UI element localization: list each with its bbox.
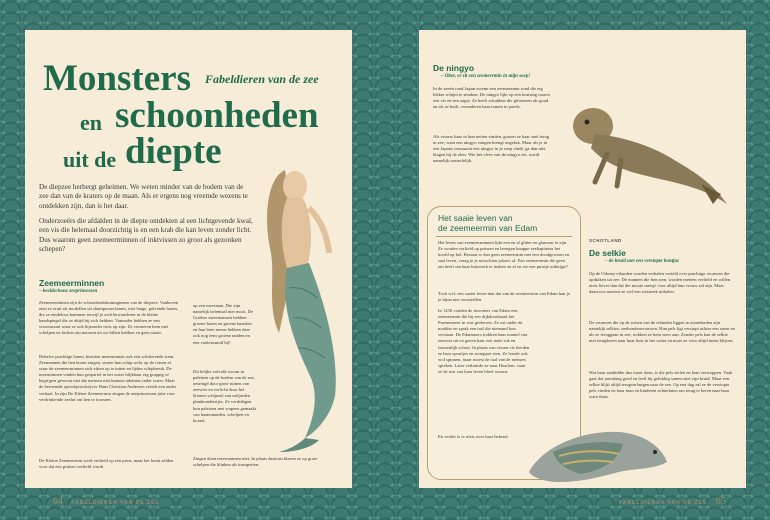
col2-paragraph-2: Dit lelijke volvolk woont in paleizen op de bodem van de zee, omringd door grote tuinen van zeewier en verlicht door het blauwe schijnsel van miljarden planktondiertjes. Ze verdedigen hun paleizen met wapens gemaakt van haaientanden, schelpen en koraal. <box>193 369 257 423</box>
title-word-schoonheden: schoonheden <box>115 95 319 136</box>
selkie-paragraph-2: De vrouwen die op de rotsen van de eilanden liggen te zonnebaden zijn namelijk selkies: zeehondenvrouwen. Hun pels ligt verstopt achter een steen en als ze teruggaan in zee, trekken ze hem weer aan. Zonder pels kan de selkie niet terugkeren naar haar huis in het water en moet ze voor altijd mens blijven. <box>589 320 735 344</box>
intro-paragraph-2: Onderzoeërs die afdalden in de diepte ontdekten al een lichtgevende kwal, een vis die helemaal doorzichtig is en een krab die kan leven zonder licht. Dus waarom geen zeemeerminnen of inktvissen zo groot als gezonken schepen? <box>39 217 253 254</box>
section-subtitle-ningyo: – Ober, er zit een zeemeermin in mijn soep! <box>441 74 531 79</box>
section-subtitle-zeemeerminnen: – beeldschone zeeprinsessen <box>39 289 98 294</box>
col2-paragraph-3: Zingen doen meermannen niet. In plaats daarvan blazen ze op grote schelpen die klinken als trompetten. <box>193 456 318 468</box>
ningyo-illustration <box>551 86 736 206</box>
mermaid-illustration <box>257 158 347 453</box>
region-label: SCHOTLAND <box>589 238 622 243</box>
intro-paragraph-1: De diepzee herbergt geheimen. We weten minder van de bodem van de zee dan van de kraters op de maan. Als er ergens nog vreemde wezens te ontdekken zijn, dan is het daar. <box>39 183 248 210</box>
kicker: Fabeldieren van de zee <box>205 72 319 86</box>
selkie-paragraph-3: Wat haar aanbidder dus moet doen, is die pels stelen en hem verstoppen. Vaak gaat dat jarenlang goed en leeft hij gelukkig samen met zijn bruid. Maar een selkie blijft altijd terugverlangen naar de zee. Op een dag zal ze de verstopte pels vinden en haar man en kinderen achterlaten om terug te keren naar haar ware thuis. <box>589 370 733 400</box>
title-word-en: en <box>80 110 102 135</box>
edam-box-title-line2: de zeemeermin van Edam <box>438 223 538 233</box>
edam-paragraph-1: Het leven van zeemeerminnen lijkt een en al glitter en glamour te zijn. Ze worden verliefd op prinsen en brengen knappe zeekapiteins het hoofd op hol. Bestaat er dan geen zeemeermin met een doodgewoon en saai leven, vraag je je misschien jaloers af. Een zeemeermin die geen zin heeft om haar huiswerk te maken en al en toe een puistje uitknijpt? <box>438 240 570 270</box>
col1-paragraph-3: De Kleine Zeemeermin werd verliefd op een prins, maar het komt zelden voor dat een prinses verliefd wordt <box>39 458 174 470</box>
edam-paragraph-4: En verder is er niets over haar bekend. <box>438 434 509 439</box>
section-subtitle-selkie: – de bruid met een verstopte bontjas <box>605 259 679 264</box>
section-title-ningyo: De ningyo <box>433 63 475 73</box>
col1-paragraph-1: Zeemeerminnen zijn de schoonheidskoninginnen van de diepzee. Vanboven zien ze eruit als modellen uit shampooreclames, met lange, golvende haren, die ze eindeloos kammen terwijl je zich bewonderen in de kleine handspiegel die ze altijd bij zich hebben. Vanonder hebben ze een vissenstaart waar ze ook bijzonder trots op zijn. Ze vermeren hem met schelpen en lachen om mensen uit we billen hebben en geen staart. <box>39 300 179 336</box>
selkie-illustration <box>523 412 673 488</box>
edam-paragraph-3: In 1430 vonden de inwoners van Edam een zeemeermin die bij een dijkdoorbraak het Purmermeer in was gedreven. Ze zat onder de modder en sprak een taal die niemand kon verstaan. De Edammers trokken haar mantel van zeewier uit en gaven haar een nette rok en fatsoenlijk schort. In plaats van vissen vis leerden ze haar spruitjes en stamppot eten. Ze leerde ook wol spinnen, maar moest de taal van de mensen spreken. Later verhuisde ze naar Haarlem, waar ze de rest van haar leven bleef wonen. <box>438 308 530 374</box>
selkie-paragraph-1: Op de Orkney-eilanden worden verhalen verteld over prachtige vrouwen die opduiken uit zee. De mannen die hen zien, worden meteen verliefd en willen niets liever dan dat die mooie meisje voor altijd hun vrouw zal zijn. Maar daarvoor moeten ze wel een rotstreek uithalen. <box>589 271 731 295</box>
ningyo-paragraph-1: In de zeeën rond Japan zwemt een zeemeermin rond die erg lekker schijnt te smaken. De ningyo lijkt op een kruising tussen een vis en een aapje. Ze heeft schubben die glinsteren als goud en als ze huilt, veranderen haar tranen in parels. <box>433 86 550 110</box>
left-page <box>25 30 352 507</box>
page-number-left: 64 <box>53 496 63 507</box>
section-title-selkie: De selkie <box>589 248 626 258</box>
title-word-diepte: diepte <box>125 131 222 172</box>
ningyo-paragraph-2: Als vissers haar in hun netten vinden, gooien ze haar snel terug in zee, want een ningyo vangen brengt ongeluk. Maar als je in een Japans restaurant een ningyo in je soep vindt, ga dan niet klagen bij de ober. Wie het vlees van de ningyo eet, wordt namelijk onsterfelijk. <box>433 134 550 164</box>
title-word-monsters: Monsters <box>43 58 191 99</box>
edam-box-divider <box>436 236 572 237</box>
edam-paragraph-2: Toch wel: een saaier leven dan dat van de zeemeermin van Edam kan je je bijna niet voorstellen. <box>438 291 570 303</box>
page-number-right: 65 <box>715 496 726 507</box>
right-page <box>419 30 746 507</box>
footer-right <box>619 496 726 507</box>
edam-box-title-line1: Het saaie leven van <box>438 213 513 223</box>
section-title-zeemeerminnen: Zeemeerminnen <box>39 278 105 288</box>
footer-left <box>53 496 160 507</box>
col1-paragraph-2: Behalve prachtige haren, bezitten meerminnen ook een schitterende stem. Zeemannen die hen horen zingen, sturen hun schip recht op de rotsen af waar de zeemeerminnen zich zitten op te tuiten en lijden schipbreuk. De meerminnen vinden hun gespartel in het water blijkbaar erg grappig of begrijpen gewoon niet dat mensen niet kunnen ademen onder water. Maar de beroemde sprookjesschrijver Hans Christian Andersen vertelt een ander verhaal. In zijn De Kleine Zeemeermin zingen de zeeprinsessen juist voor verdrinkende zeelui om hen te troosten. <box>39 354 177 402</box>
footer-label-left: FABELDIEREN VAN DE ZEE <box>71 500 160 506</box>
col2-paragraph-1: op een meerman. Die zijn namelijk helemaal niet mooi. De Griekse meermannen hebben groene haren en groene baarden en hun bree neven hebben daar ook nog eens groene tanden en een varkensmuil bij! <box>193 303 254 345</box>
footer-label-right: FABELDIEREN VAN DE ZEE <box>619 500 708 506</box>
title-word-uit-de: uit de <box>63 147 117 172</box>
